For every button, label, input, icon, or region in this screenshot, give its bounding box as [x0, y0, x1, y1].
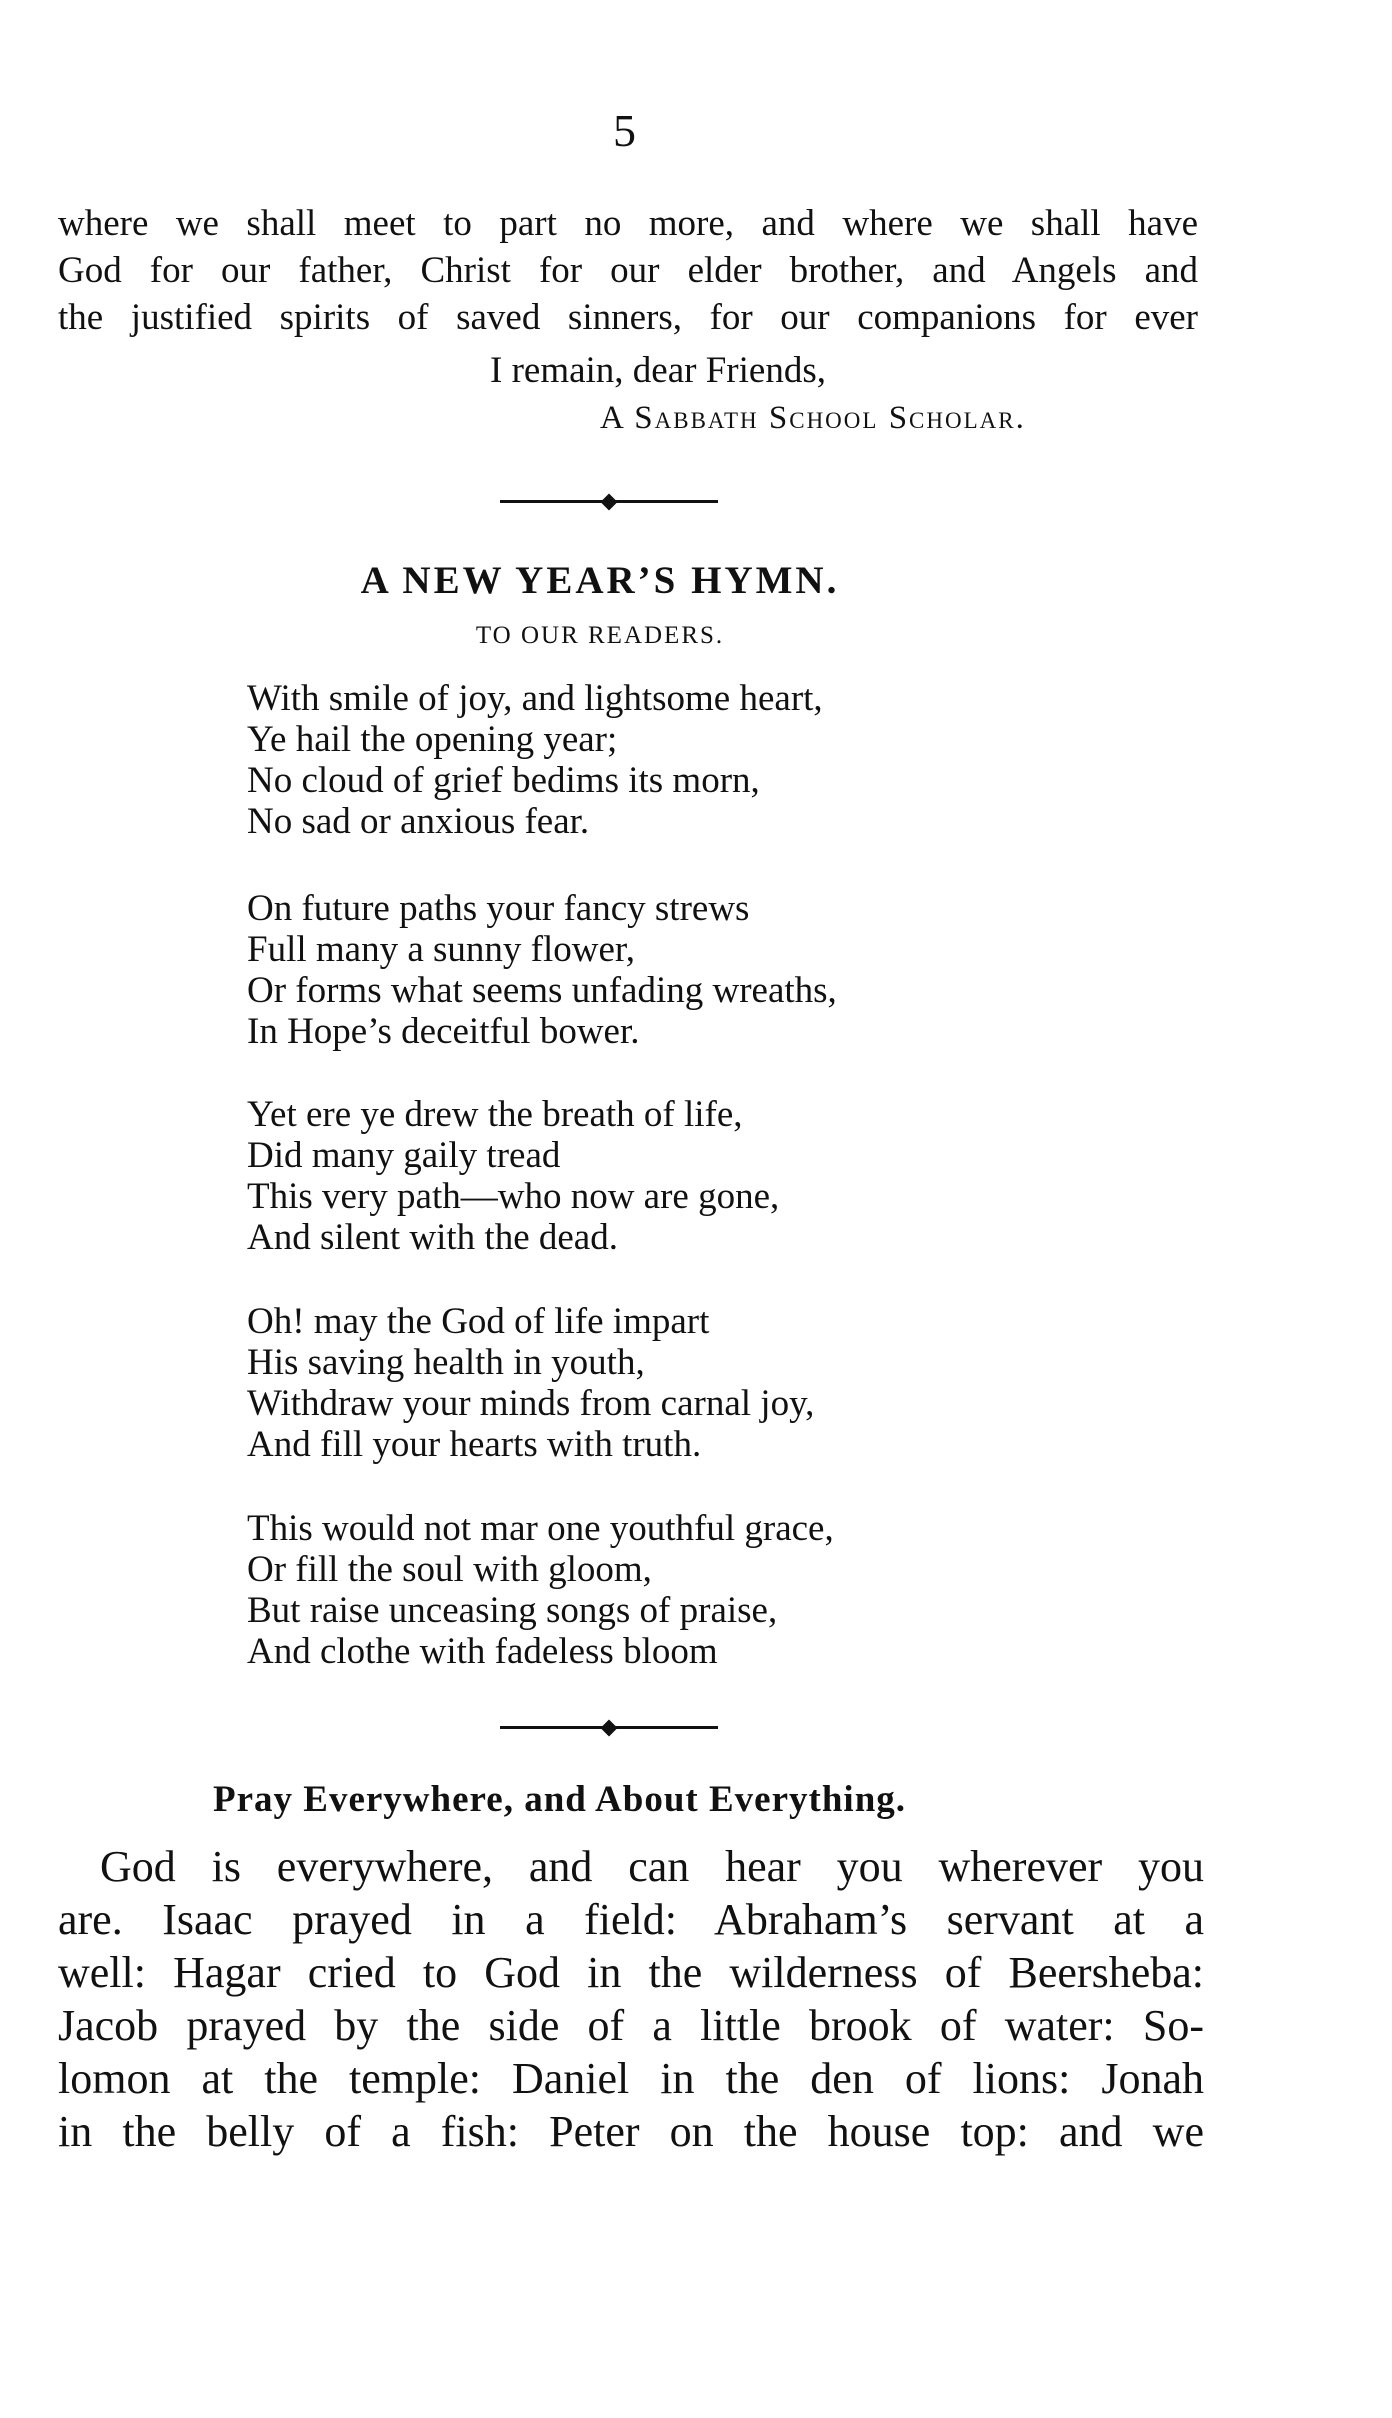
hymn-stanza — [247, 1094, 779, 1258]
hymn-stanza — [247, 888, 837, 1052]
verse-line: Withdraw your minds from carnal joy, — [247, 1383, 815, 1424]
article-line: lomon at the temple: Daniel in the den of lions: Jonah — [58, 2054, 1204, 2103]
article-line: well: Hagar cried to God in the wilderness of Beersheba: — [58, 1948, 1204, 1997]
verse-line: In Hope’s deceitful bower. — [247, 1011, 640, 1052]
letter-conclusion — [58, 200, 1198, 341]
section-divider — [500, 1726, 718, 1729]
article-title: Pray Everywhere, and About Everything. — [213, 1779, 907, 1820]
letter-line: God for our father, Christ for our elder brother, and Angels and — [58, 250, 1198, 291]
verse-line: Ye hail the opening year; — [247, 719, 618, 760]
article-line: God is everywhere, and can hear you wherever you — [100, 1842, 1204, 1891]
verse-line: This would not mar one youthful grace, — [247, 1508, 834, 1549]
hymn-title: A NEW YEAR’S HYMN. — [360, 559, 840, 602]
verse-line: And fill your hearts with truth. — [247, 1424, 702, 1465]
verse-line: Did many gaily tread — [247, 1135, 561, 1176]
letter-line: the justified spirits of saved sinners, for our companions for ever — [58, 297, 1198, 338]
article-line: Jacob prayed by the side of a little brook of water: So- — [58, 2001, 1204, 2050]
verse-line: This very path—who now are gone, — [247, 1176, 780, 1217]
hymn-subtitle: TO OUR READERS. — [475, 622, 725, 649]
hymn-stanza — [247, 1508, 834, 1672]
page-number: 5 — [613, 105, 637, 156]
verse-line: Oh! may the God of life impart — [247, 1301, 710, 1342]
verse-line: Or fill the soul with gloom, — [247, 1549, 652, 1590]
verse-line: Full many a sunny flower, — [247, 929, 635, 970]
verse-line: And clothe with fadeless bloom — [247, 1631, 718, 1672]
hymn-stanza — [247, 678, 823, 842]
verse-line: But raise unceasing songs of praise, — [247, 1590, 778, 1631]
verse-line: No cloud of grief bedims its morn, — [247, 760, 760, 801]
article-line: in the belly of a fish: Peter on the house top: and we — [58, 2107, 1204, 2156]
letter-signature: A Sabbath School Scholar. — [600, 400, 1026, 436]
verse-line: No sad or anxious fear. — [247, 801, 590, 842]
verse-line: His saving health in youth, — [247, 1342, 645, 1383]
article-line: are. Isaac prayed in a field: Abraham’s servant at a — [58, 1895, 1204, 1944]
hymn-stanza — [247, 1301, 814, 1465]
divider-ornament-icon — [601, 493, 618, 510]
article-body — [58, 1840, 1204, 2158]
verse-line: With smile of joy, and lightsome heart, — [247, 678, 823, 719]
verse-line: On future paths your fancy strews — [247, 888, 750, 929]
letter-line: where we shall meet to part no more, and where we shall have — [58, 203, 1198, 244]
section-divider — [500, 500, 718, 503]
divider-ornament-icon — [601, 1719, 618, 1736]
letter-closing: I remain, dear Friends, — [490, 350, 826, 391]
verse-line: Yet ere ye drew the breath of life, — [247, 1094, 743, 1135]
verse-line: And silent with the dead. — [247, 1217, 618, 1258]
verse-line: Or forms what seems unfading wreaths, — [247, 970, 837, 1011]
